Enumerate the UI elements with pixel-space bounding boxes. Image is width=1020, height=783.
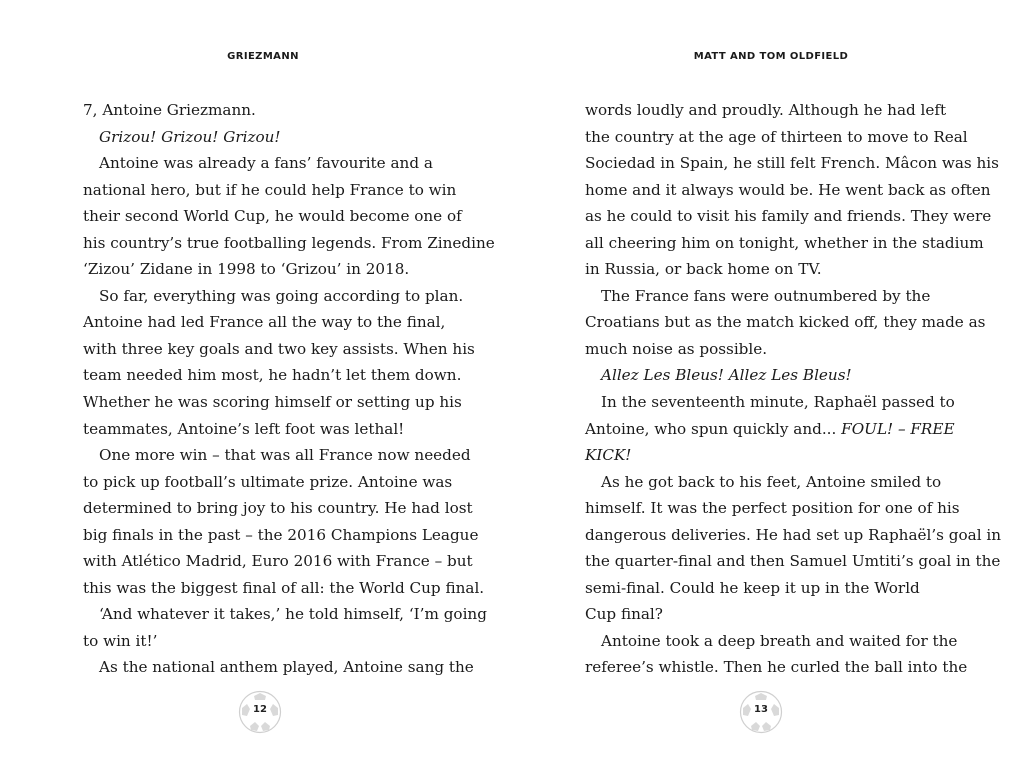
text-line: One more win – that was all France now needed: [99, 446, 471, 465]
text-fragment-italic: FOUL! – FREE: [841, 419, 955, 438]
text-line: in Russia, or back home on TV.: [585, 260, 822, 279]
text-line: this was the biggest final of all: the World Cup final.: [83, 578, 485, 597]
running-header-right: MATT AND TOM OLDFIELD: [693, 51, 849, 62]
right-page: [510, 0, 1020, 783]
text-line: words loudly and proudly. Although he had left: [585, 101, 947, 119]
text-line: Whether he was scoring himself or setting up his: [83, 393, 462, 412]
page-number-badge-left: [238, 690, 282, 734]
text-line: the country at the age of thirteen to move to Real: [585, 127, 968, 146]
text-line: Cup final?: [585, 605, 663, 624]
text-line: his country’s true footballing legends. From Zinedine: [83, 233, 495, 252]
text-line: himself. It was the perfect position for one of his: [585, 499, 960, 518]
right-page-text: [585, 97, 1002, 681]
text-line: Grizou! Grizou! Grizou!: [99, 127, 281, 146]
text-line: much noise as possible.: [585, 339, 768, 358]
left-page-text: [83, 97, 495, 681]
text-line: So far, everything was going according to plan.: [99, 286, 464, 305]
text-line: Antoine took a deep breath and waited for the: [601, 631, 958, 650]
text-line: ‘Zizou’ Zidane in 1998 to ‘Grizou’ in 2018.: [83, 260, 410, 279]
text-line: As he got back to his feet, Antoine smiled to: [601, 472, 942, 491]
page-number: 13: [754, 704, 768, 715]
text-line: team needed him most, he hadn’t let them down.: [83, 366, 462, 385]
text-line: Antoine was already a fans’ favourite and a: [99, 154, 433, 173]
text-line: to pick up football’s ultimate prize. Antoine was: [83, 472, 453, 491]
text-line: [585, 416, 955, 443]
page-number-badge-right: [739, 690, 783, 734]
text-line: Sociedad in Spain, he still felt French. Mâcon was his: [585, 154, 999, 173]
text-line: with Atlético Madrid, Euro 2016 with France – but: [83, 552, 473, 571]
text-fragment: Antoine, who spun quickly and...: [585, 419, 842, 438]
text-line: the quarter-final and then Samuel Umtiti’s goal in the: [585, 552, 1001, 571]
text-line: semi-final. Could he keep it up in the World: [585, 578, 920, 597]
text-line: The France fans were outnumbered by the: [601, 286, 931, 305]
text-line: In the seventeenth minute, Raphaël passed to: [601, 393, 955, 412]
text-line: Croatians but as the match kicked off, they made as: [585, 313, 986, 332]
text-line: as he could to visit his family and friends. They were: [585, 207, 992, 226]
text-line: their second World Cup, he would become one of: [83, 207, 462, 226]
text-line: Allez Les Bleus! Allez Les Bleus!: [601, 366, 852, 385]
text-line: ‘And whatever it takes,’ he told himself, ‘I’m going: [99, 605, 487, 624]
text-line: national hero, but if he could help France to win: [83, 180, 457, 199]
text-line: determined to bring joy to his country. He had lost: [83, 499, 473, 518]
text-line: with three key goals and two key assists. When his: [83, 339, 475, 358]
text-line: home and it always would be. He went back as often: [585, 180, 991, 199]
text-line: 7, Antoine Griezmann.: [83, 101, 256, 119]
text-line: teammates, Antoine’s left foot was lethal!: [83, 419, 405, 438]
text-line: to win it!’: [83, 631, 158, 650]
text-line: Antoine had led France all the way to the final,: [83, 313, 446, 332]
text-line: As the national anthem played, Antoine sang the: [99, 658, 474, 677]
text-line: referee’s whistle. Then he curled the ball into the: [585, 658, 968, 677]
page-number: 12: [253, 704, 267, 715]
text-line: all cheering him on tonight, whether in the stadium: [585, 233, 984, 252]
running-header-left: GRIEZMANN: [227, 51, 299, 62]
text-line: big finals in the past – the 2016 Champions League: [83, 525, 479, 544]
text-line: dangerous deliveries. He had set up Raphaël’s goal in: [585, 525, 1002, 544]
text-line: KICK!: [585, 446, 632, 465]
